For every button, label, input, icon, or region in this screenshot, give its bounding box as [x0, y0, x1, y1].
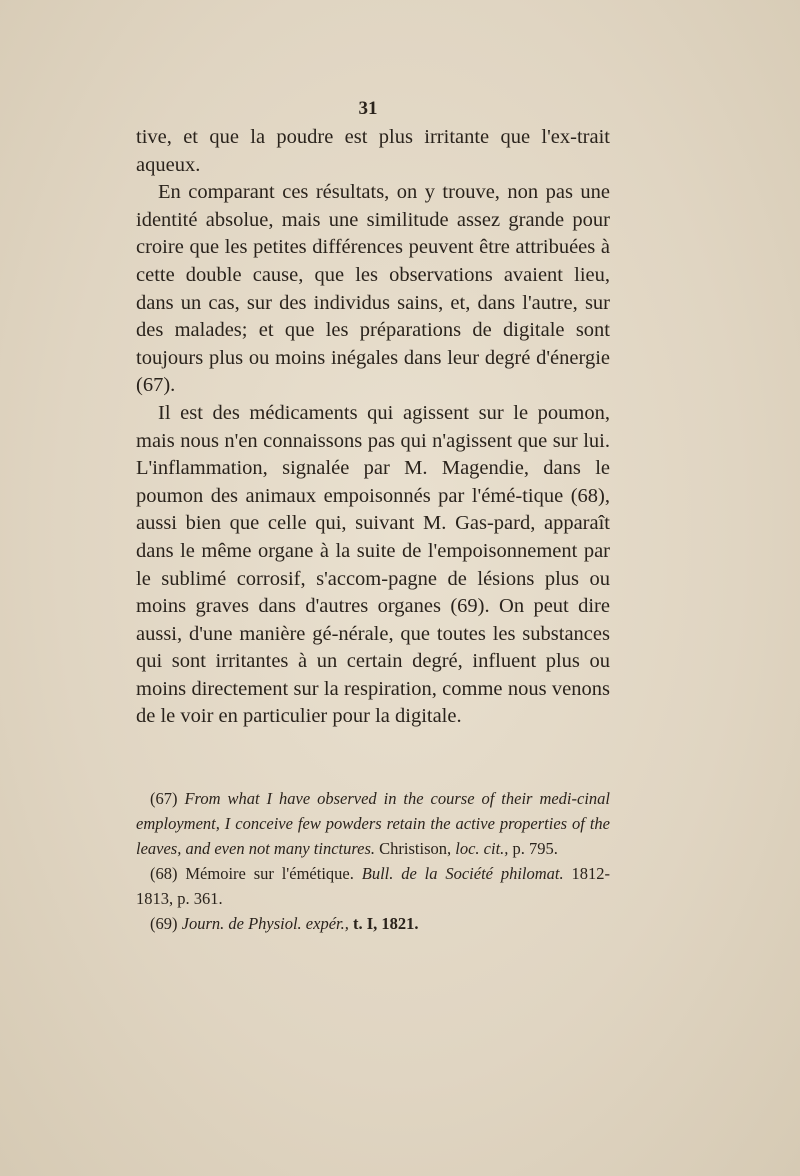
footnote-69: [136, 911, 610, 936]
footnote-marker: (67): [150, 789, 178, 808]
footnote-68: [136, 861, 610, 911]
footnote-page: p. 795.: [512, 839, 558, 858]
footnote-quote: From what I have observed in the course of their medi-cinal employment, I conceive few powders retain the active properties of the leaves, and even not many tinctures.: [136, 789, 610, 858]
footnote-ref: loc. cit.,: [455, 839, 509, 858]
paragraph: tive, et que la poudre est plus irritante que l'ex-trait aqueux.: [136, 126, 610, 176]
footnote-journal: Bull. de la Société philomat.: [361, 864, 564, 883]
footnote-author: Christison,: [379, 839, 452, 858]
footnotes: [136, 786, 610, 936]
footnote-journal: Journ. de Physiol. expér.,: [181, 914, 349, 933]
page-number: 31: [358, 98, 378, 119]
footnote-detail: 1812-1813, p. 361.: [136, 864, 611, 908]
footnote-marker: (69): [150, 914, 178, 933]
paragraph: Il est des médicaments qui agissent sur le poumon, mais nous n'en connaissons pas qui n'agissent que sur lui. L'inflammation, signalée par M. Magendie, dans le poumon des animaux empoisonnés par l'émé-tique (68), aussi bien que celle qui, suivant M. Gas-pard, apparaît dans le même organe à la suite de l'empoisonnement par le sublimé corrosif, s'accom-pagne de lésions plus ou moins graves dans d'autres organes (69). On peut dire aussi, d'une manière gé-nérale, que toutes les substances qui sont irritantes à un certain degré, influent plus ou moins directement sur la respiration, comme nous venons de le voir en particulier pour la digitale.: [136, 401, 610, 728]
footnote-title: Mémoire sur l'émétique.: [185, 864, 354, 883]
footnote-marker: (68): [150, 864, 178, 883]
footnote-detail: t. I, 1821.: [353, 914, 419, 933]
footnote-67: [136, 786, 610, 861]
paragraph: En comparant ces résultats, on y trouve, non pas une identité absolue, mais une similitude assez grande pour croire que les petites différences peuvent être attribuées à cette double cause, que les observations avaient lieu, dans un cas, sur des individus sains, et, dans l'autre, sur des malades; et que les préparations de digitale sont toujours plus ou moins inégales dans leur degré d'énergie (67).: [136, 181, 610, 397]
body-text: [136, 124, 610, 731]
